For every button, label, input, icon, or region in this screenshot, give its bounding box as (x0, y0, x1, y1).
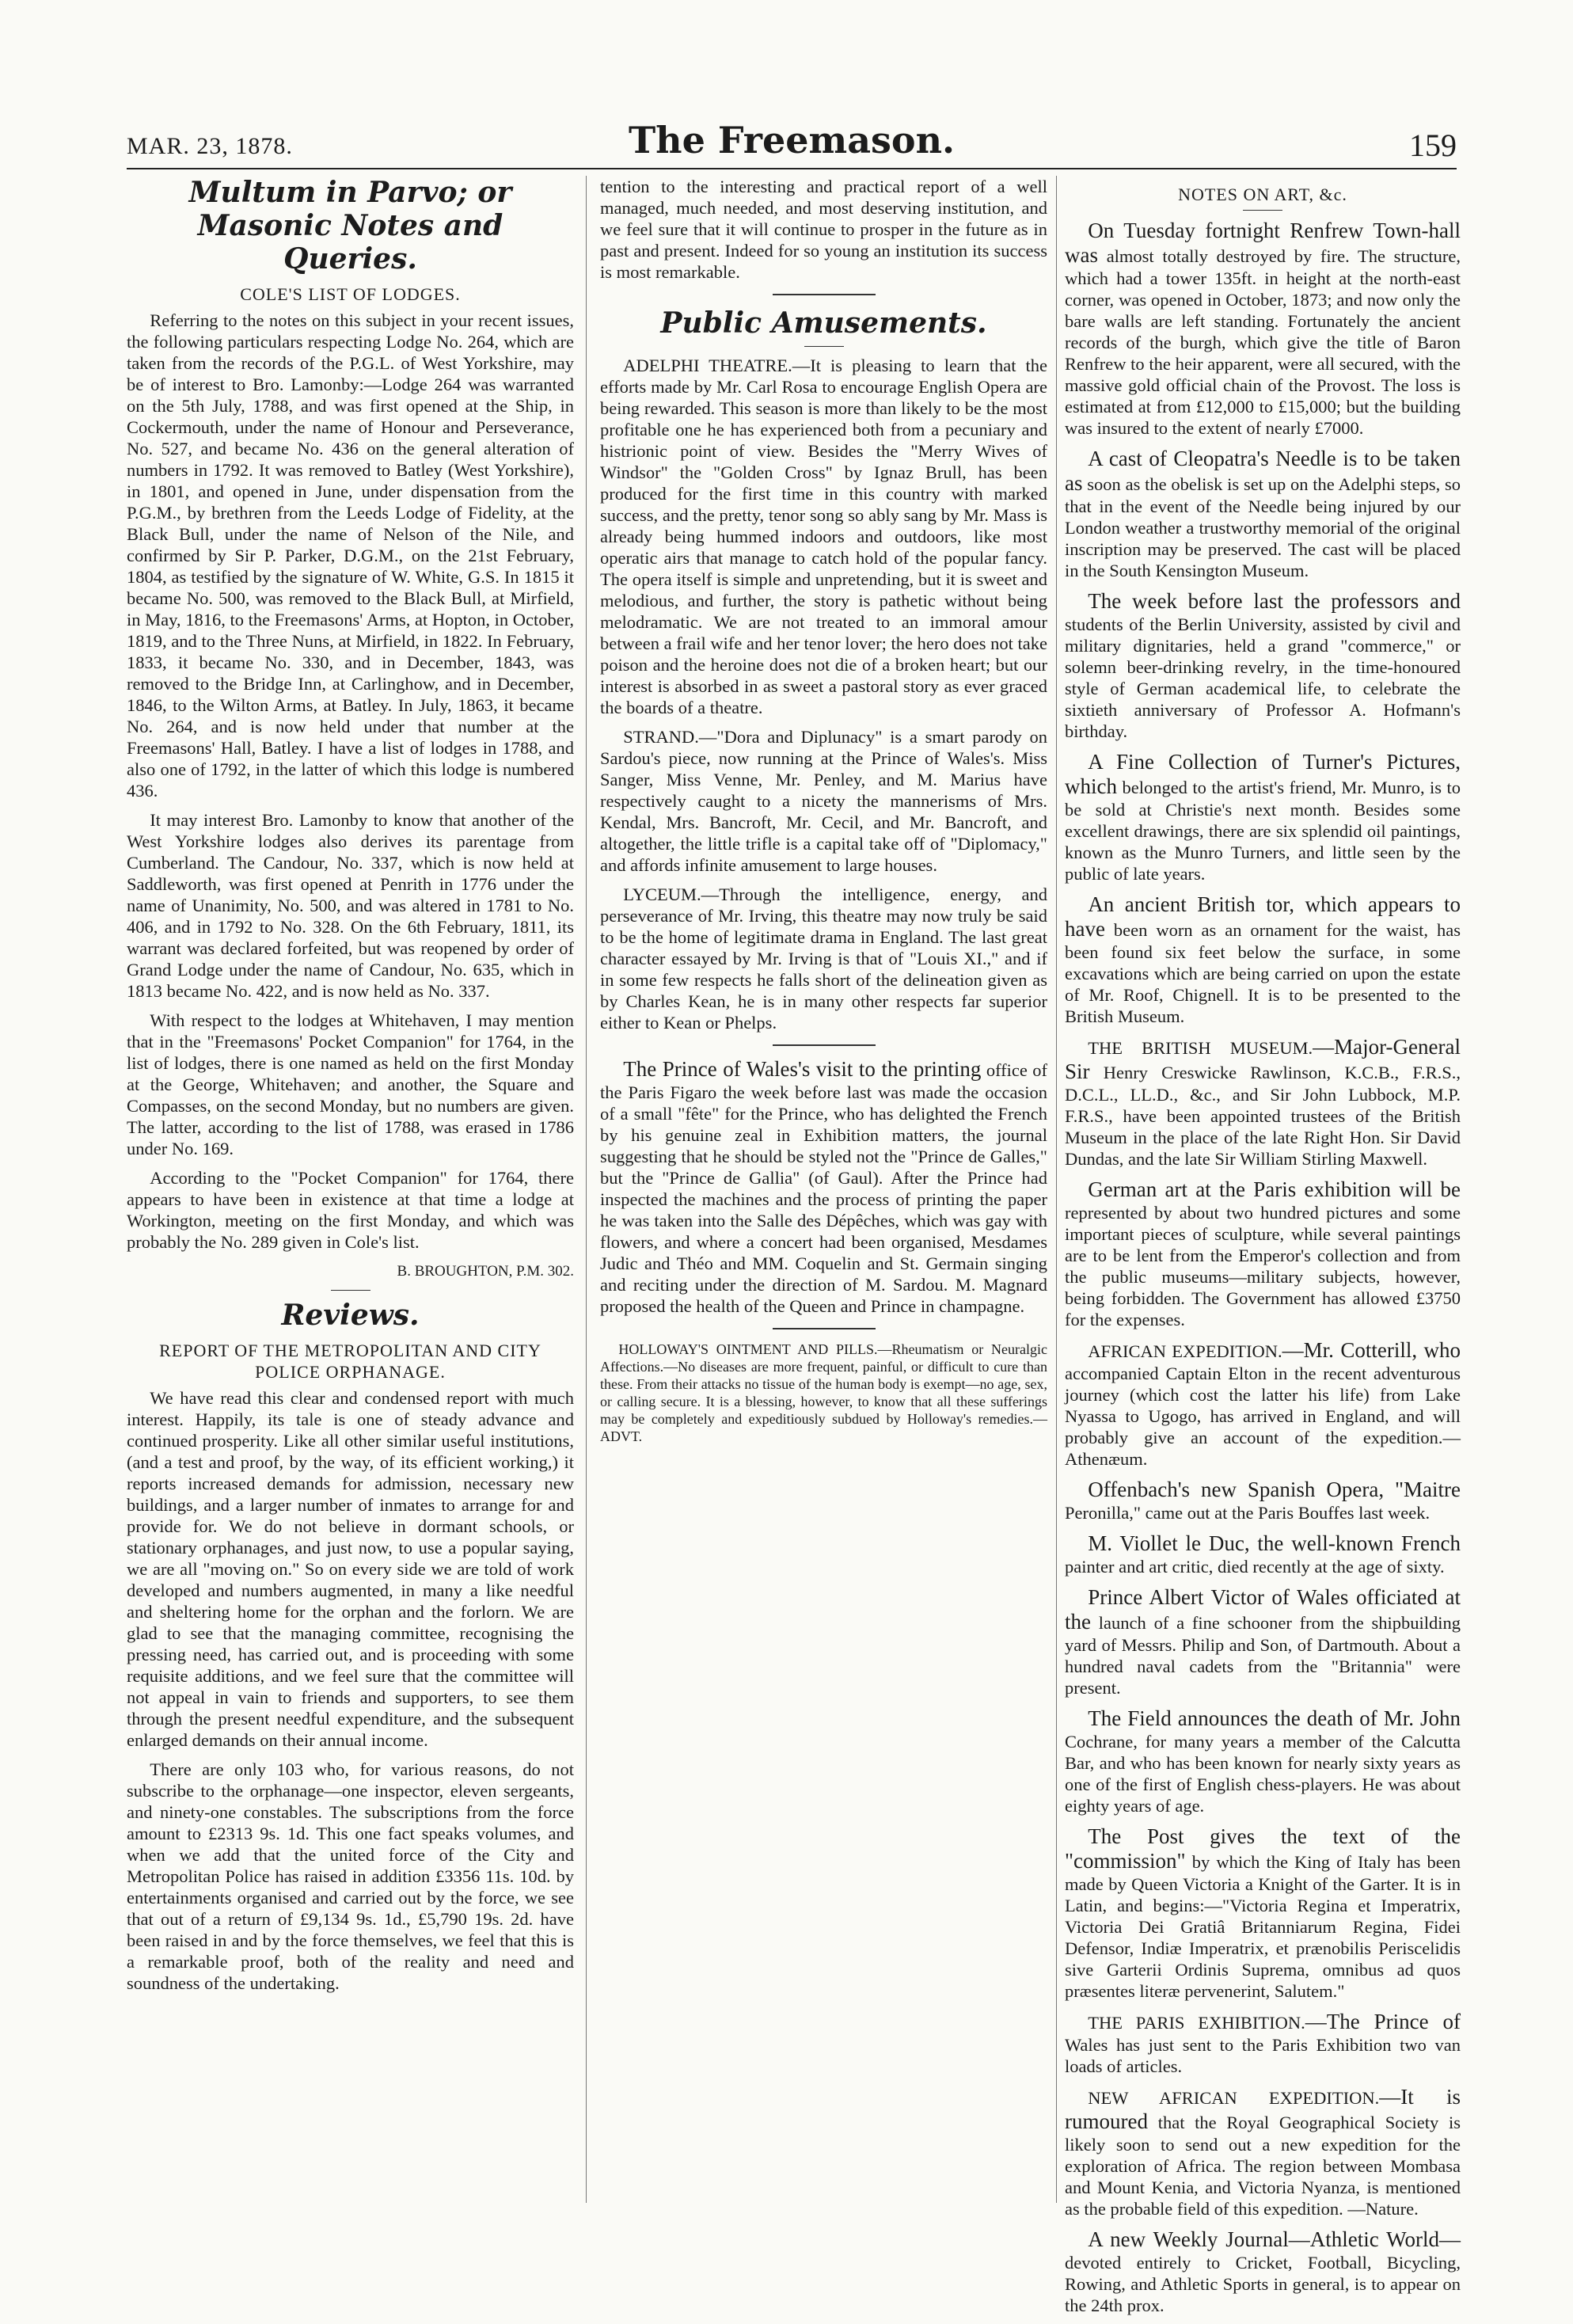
paragraph: Prince Albert Victor of Wales officiated at the launch of a fine schooner from the shipbuilding yard of Messrs. Philip and Son, of Dartmouth. About a hundred naval cadets from the "Britannia" were present. (1065, 1585, 1461, 1698)
column-1 (127, 176, 574, 2002)
paragraph: THE BRITISH MUSEUM.—Major-General Sir Henry Creswicke Rawlinson, K.C.B., F.R.S., D.C.L., LL.D., &c., and Sir John Lubbock, M.P. F.R.S., have been appointed trustees of the British Museum in the place of the late Right Hon. Sir David Dundas, and the late Sir William Stirling Maxwell. (1065, 1035, 1461, 1169)
paragraph: The Post gives the text of the "commission" by which the King of Italy has been made by Queen Victoria a Knight of the Garter. It is in Latin, and begins:—"Victoria Regina et Imperatrix, Victoria Dei Gratiâ Britanniarum Regina, Fidei Defensor, Indiæ Imperatrix, et prænobilis Periscelidis sive Garterii Ordinis Suprema, omnibus ad quos præsentes literæ pervenerint, Salutem." (1065, 1824, 1461, 2001)
paragraph: STRAND.—"Dora and Diplunacy" is a smart parody on Sardou's piece, now running at the Prince of Wales's. Miss Sanger, Miss Venne, Mr. Penley, and M. Marius have respectively caught to a nicety the mannerisms of Mrs. Kendal, Mrs. Bancroft, Mr. Cecil, and Mr. Bancroft, and altogether, the little trifle is a capital take off of "Diplomacy," and affords infinite amusement to large houses. (600, 727, 1047, 875)
paragraph: ADELPHI THEATRE.—It is pleasing to learn that the efforts made by Mr. Carl Rosa to encourage English Opera are being rewarded. This season is more than likely to be the most profitable one he has experienced both from a pecuniary and histrionic point of view. Besides the "Merry Wives of Windsor" the "Golden Cross" by Ignaz Brull, has been produced for the first time in this country with marked success, and the pretty, tenor song so ably sang by Mr. Mass is already being hummed indoors and outdoors, like most operatic airs that manage to catch hold of the popular fancy. The opera itself is simple and unpretending, but it is sweet and melodious, and further, the story is pathetic without being melodramatic. We are not treated to an immoral amour between a frail wife and her tenor lover; the hero does not take poison and the heroine does not die of a broken heart; but our interest is absorbed in as sweet a pastoral story as ever graced the boards of a theatre. (600, 356, 1047, 717)
paragraph: According to the "Pocket Companion" for 1764, there appears to have been in existence at that time a lodge at Workington, meeting on the first Monday, and which was probably the No. 289 given in Cole's list. (127, 1168, 574, 1252)
divider (804, 346, 844, 347)
paragraph: THE PARIS EXHIBITION.—The Prince of Wales has just sent to the Paris Exhibition two van loads of articles. (1065, 2010, 1461, 2076)
column-2 (600, 176, 1047, 1453)
divider (773, 294, 876, 295)
paragraph: We have read this clear and condensed report with much interest. Happily, its tale is one of steady advance and continued prosperity. Like all other similar useful institutions, (and a test and proof, by the way, of its efficient working,) it reports increased demands for admission, necessary new buildings, and a larger number of inmates to arrange for and provide for. We do not believe in dormant schools, or stationary orphanages, and just now, to use a popular saying, we are all "moving on." So on every side we are told of work developed and numbers augmented, in many a like needful and sheltering home for the orphan and the forlorn. We are glad to see that the managing committee, recognising the pressing need, has carried out, and is proceeding with some requisite additions, and we feel sure that the committee will not appeal in vain to friends and supporters, to see them through the present needful expenditure, and the subsequent enlarged demands on their annual income. (127, 1388, 574, 1750)
header-rule (127, 168, 1457, 169)
advertisement: HOLLOWAY'S OINTMENT AND PILLS.—Rheumatism or Neuralgic Affections.—No diseases are more frequent, painful, or difficult to cure than these. From their attacks no tissue of the human body is exempt—no age, sex, or calling secure. It is a blessing, however, to know that all these sufferings may be completely and expeditiously subdued by Holloway's remedies.—ADVT. (600, 1341, 1047, 1444)
divider (1243, 210, 1282, 211)
paragraph: Referring to the notes on this subject in your recent issues, the following particulars respecting Lodge No. 264, which are taken from the records of the P.G.L. of West Yorkshire, may be of interest to Bro. Lamonby:—Lodge 264 was warranted on the 5th July, 1788, and was first opened at the Ship, in Cockermouth, under the name of Honour and Perseverance, No. 527, and became No. 436 on the general alteration of numbers in 1792. It was removed to Batley (West Yorkshire), in 1801, and opened in June, under dispensation from the P.G.M., by brethren from the Leeds Lodge of Fidelity, at the Black Bull, under the name of Nelson of the Nile, and confirmed by Sir P. Parker, D.G.M., on the 21st February, 1804, as testified by the signature of W. White, G.S. In 1815 it became No. 500, was removed to the Black Bull, at Mirfield, in May, 1816, to the Freemasons' Arms, at Hopton, in October, 1819, and to the Three Nuns, at Mirfield, in 1822. In February, 1833, it became No. 330, and in December, 1843, was removed to the Bridge Inn, at Carlinghow, and in December, 1846, to the Wilton Arms, at Batley. In July, 1863, it became No. 264, and is now held under that number at the Freemasons' Hall, Batley. I have a list of lodges in 1788, and also one of 1792, in the latter of which this lodge is numbered 436. (127, 310, 574, 801)
column-divider (1056, 176, 1057, 2203)
page-number: 159 (1409, 127, 1457, 163)
divider (773, 1328, 876, 1329)
item-lead: The Prince of Wales's visit to the printing (623, 1057, 982, 1081)
divider (331, 1290, 370, 1291)
paragraph: On Tuesday fortnight Renfrew Town-hall was almost totally destroyed by fire. The structure, which had a tower 135ft. in height at the north-east corner, was opened in October, 1873; and now only the bare walls are left standing. Fortunately the ancient records of the burgh, which give the title of Baron Renfrew to the heir apparent, were all secured, with the massive gold official chain of the Provost. The loss is estimated at from £12,000 to £15,000; but the building was insured to the extent of nearly £7000. (1065, 219, 1461, 438)
paragraph: There are only 103 who, for various reasons, do not subscribe to the orphanage—one inspector, eleven sergeants, and ninety-one constables. The subscriptions from the force amount to £2313 9s. 1d. This one fact speaks volumes, and when we add that the united force of the City and Metropolitan Police has raised in addition £3356 11s. 10d. by entertainments organised and carried out by the force, we see that out of a return of £9,134 9s. 1d., £5,790 19s. 2d. have been raised in and by the force themselves, we feel that this is a remarkable proof, both of the reality and need and soundness of the undertaking. (127, 1759, 574, 1993)
paragraph: LYCEUM.—Through the intelligence, energy, and perseverance of Mr. Irving, this theatre may now truly be said to be the home of legitimate drama in England. The last great character essayed by Mr. Irving is that of "Louis XI.," and if in some few respects he falls short of the delineation given as by Charles Kean, he is in many other respects far superior either to Kean or Phelps. (600, 884, 1047, 1033)
issue-date: MAR. 23, 1878. (127, 133, 293, 159)
paragraph: German art at the Paris exhibition will be represented by about two hundred pictures and some important pieces of sculpture, while several paintings are to be lent from the Emperor's collection and from the public museums—military subjects, however, being forbidden. The Government has allowed £3750 for the expenses. (1065, 1177, 1461, 1329)
page-header (127, 119, 1457, 166)
item-lead: LYCEUM. (623, 884, 701, 904)
item-lead: STRAND. (623, 727, 699, 747)
divider (773, 1044, 876, 1046)
paragraph: tention to the interesting and practical report of a well managed, much needed, and most deserving institution, and we feel sure that it will continue to prosper in the future as in past and present. Indeed for so young an institution its success is most remarkable. (600, 177, 1047, 282)
section-heading-notes-queries: Multum in Parvo; or Masonic Notes and Queries. (188, 176, 512, 276)
signature: B. BROUGHTON, P.M. 302. (397, 1263, 574, 1280)
paragraph: Offenbach's new Spanish Opera, "Maitre Peronilla," came out at the Paris Bouffes last week. (1065, 1478, 1461, 1523)
section-heading-amusements: Public Amusements. (660, 306, 987, 340)
paragraph: A new Weekly Journal—Athletic World— devoted entirely to Cricket, Football, Bicycling, Rowing, and Athletic Sports in general, is to appear on the 24th prox. (1065, 2227, 1461, 2315)
paragraph: The week before last the professors and students of the Berlin University, assisted by civil and military dignitaries, held a grand "commerce," or solemn beer-drinking revelry, in the time-honoured style of German academical life, to celebrate the sixtieth anniversary of Professor A. Hofmann's birthday. (1065, 589, 1461, 741)
paragraph: The Field announces the death of Mr. John Cochrane, for many years a member of the Calcutta Bar, and who has been known for nearly sixty years as one of the first of English chess-players. He was about eighty years of age. (1065, 1706, 1461, 1816)
paragraph: M. Viollet le Duc, the well-known French painter and art critic, died recently at the age of sixty. (1065, 1531, 1461, 1577)
section-heading-reviews: Reviews. (281, 1299, 420, 1332)
paragraph: NEW AFRICAN EXPEDITION.—It is rumoured that the Royal Geographical Society is likely soon to send out a new expedition for the exploration of Africa. The region between Mombasa and Mount Kenia, and Victoria Nyanza, is mentioned as the probable field of this expedition. —Nature. (1065, 2085, 1461, 2219)
paragraph: A cast of Cleopatra's Needle is to be taken as soon as the obelisk is set up on the Adelphi steps, so that in the event of the Needle being injured by our London weather a trustworthy memorial of the original inscription may be preserved. The cast will be placed in the South Kensington Museum. (1065, 447, 1461, 580)
paragraph: An ancient British tor, which appears to have been worn as an ornament for the waist, has been found six feet below the surface, in some excavations which are being carried on upon the estate of Mr. Roof, Chignell. It is to be presented to the British Museum. (1065, 892, 1461, 1026)
article-heading: REPORT OF THE METROPOLITAN AND CITY POLICE ORPHANAGE. (159, 1341, 541, 1382)
column-3 (1065, 176, 1461, 2324)
paragraph: It may interest Bro. Lamonby to know that another of the West Yorkshire lodges also derives its parentage from Cumberland. The Candour, No. 337, which is now held at Saddleworth, was first opened at Penrith in 1776 under the name of Unanimity, No. 500, and was altered in 1781 to No. 406, and in 1792 to No. 328. On the 6th February, 1811, its warrant was declared forfeited, but was reopened by order of Grand Lodge under the name of Candour, No. 635, which in 1813 became No. 422, and is now held as No. 337. (127, 810, 574, 1001)
paragraph: A Fine Collection of Turner's Pictures, which belonged to the artist's friend, Mr. Munro, is to be sold at Christie's next month. Besides some excellent drawings, there are six splendid oil paintings, known as the Munro Turners, and little seen by the public of late years. (1065, 750, 1461, 884)
section-heading-art: NOTES ON ART, &c. (1178, 184, 1347, 204)
masthead-title: The Freemason. (628, 119, 956, 162)
article-heading: COLE'S LIST OF LODGES. (240, 284, 461, 304)
item-lead: ADELPHI THEATRE. (623, 356, 792, 375)
paragraph: With respect to the lodges at Whitehaven, I may mention that in the "Freemasons' Pocket Companion" for 1764, in the list of lodges, there is one named as held on the first Monday at the George, Whitehaven; and another, the Square and Compasses, on the second Monday, but no numbers are given. The latter, according to the list of 1788, was erased in 1786 under No. 169. (127, 1010, 574, 1158)
paragraph: The Prince of Wales's visit to the printing office of the Paris Figaro the week before last was made the occasion of a small "fête" for the Prince, who has delighted the French by his genuine zeal in Exhibition matters, the journal suggesting that he should be styled not the "Prince de Galles," but the "Prince de Gallia" (of Gaul). After the Prince had inspected the machines and the process of printing the paper he was taken into the Salle des Dépêches, which was gay with flowers, and where a concert had been organised, Mesdames Judic and Théo and MM. Coquelin and St. Germain singing and reciting under the direction of M. Sardou. M. Magnard proposed the health of the Queen and Prince in champagne. (600, 1057, 1048, 1316)
paragraph: AFRICAN EXPEDITION.—Mr. Cotterill, who accompanied Captain Elton in the recent adventurous journey (which cost the latter his life) from Lake Nyassa to Ugogo, has arrived in England, and will probably give an account of the expedition.—Athenæum. (1065, 1338, 1461, 1469)
column-divider (586, 176, 587, 2203)
